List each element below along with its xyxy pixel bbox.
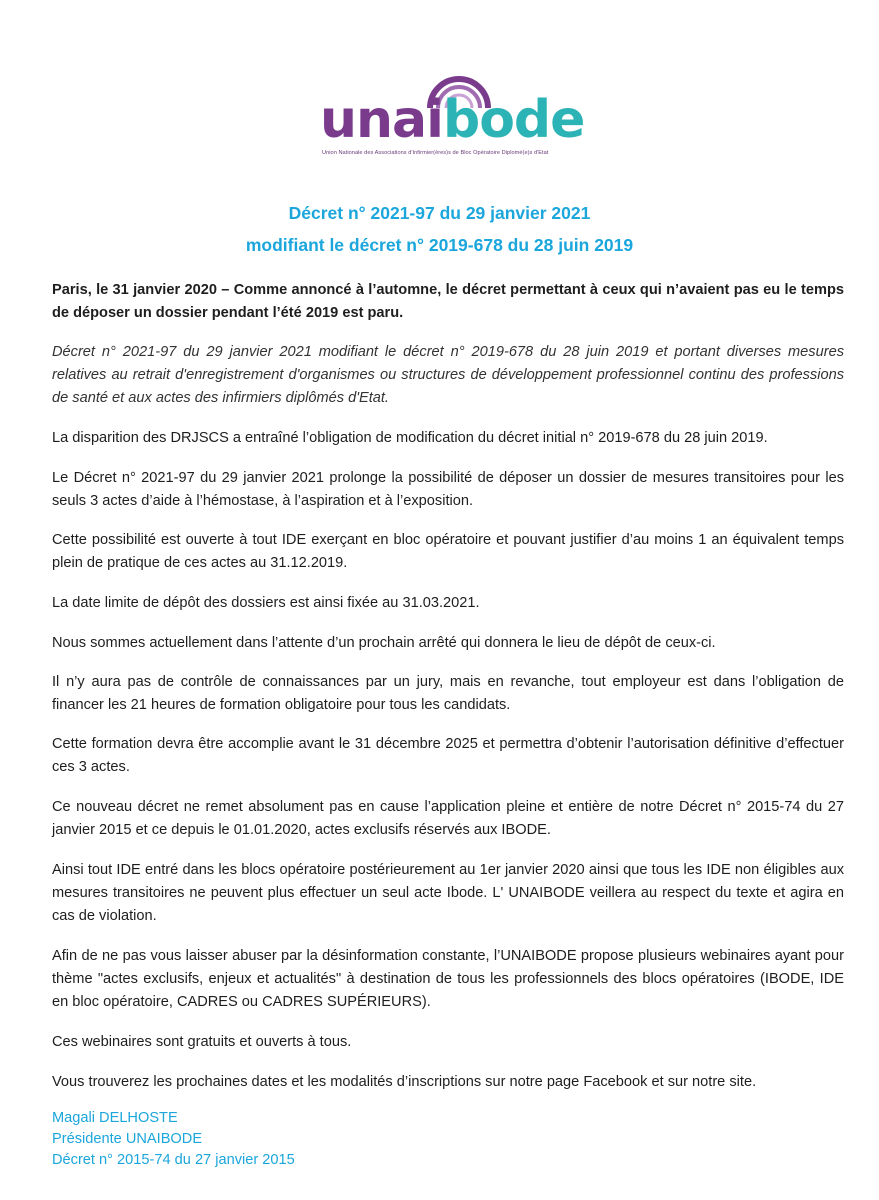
paragraph-free-webinars: Ces webinaires sont gratuits et ouverts à tous. bbox=[52, 1034, 352, 1050]
paragraph-ide-restrictions: Ainsi tout IDE entré dans les blocs opératoire postérieurement au 1er janvier 2020 ainsi que tous les IDE non éligibles aux mesures transitoires ne peuvent plus effectuer un seul acte Ibode. L' UNAIBODE veillera au respect du texte et agira en cas de violation. bbox=[52, 862, 844, 924]
logo-wordmark bbox=[320, 92, 584, 148]
paragraph-webinars: Afin de ne pas vous laisser abuser par la désinformation constante, l’UNAIBODE propose plusieurs webinaires ayant pour thème "actes exclusifs, enjeux et actualités" à destination de tous les professionnels des blocs opératoires (IBODE, IDE en bloc opératoire, CADRES ou CADRES SUPÉRIEURS). bbox=[52, 948, 844, 1010]
paragraph-no-jury: Il n’y aura pas de contrôle de connaissances par un jury, mais en revanche, tout employeur est dans l’obligation de financer les 21 heures de formation obligatoire pour tous les candidats. bbox=[52, 674, 844, 713]
paragraph-drjscs: La disparition des DRJSCS a entraîné l’obligation de modification du décret initial n° 2019-678 du 28 juin 2019. bbox=[52, 430, 768, 446]
paragraph-training: Cette formation devra être accomplie avant le 31 décembre 2025 et permettra d’obtenir l’autorisation définitive d’effectuer ces 3 actes. bbox=[52, 736, 844, 775]
signature-reference: Décret n° 2015-74 du 27 janvier 2015 bbox=[52, 1152, 295, 1168]
logo-wordmark-bode: bode bbox=[442, 90, 585, 150]
signature-role: Présidente UNAIBODE bbox=[52, 1131, 203, 1147]
signature-block bbox=[52, 1108, 295, 1171]
logo-wordmark-una: una bbox=[320, 90, 427, 150]
decree-citation: Décret n° 2021-97 du 29 janvier 2021 modifiant le décret n° 2019-678 du 28 juin 2019 et portant diverses mesures relatives au retrait d'enregistrement d'organismes ou structures de développement professionnel continu des professions de santé et aux actes des infirmiers diplômés d'Etat. bbox=[52, 344, 844, 406]
unaibode-logo bbox=[320, 70, 590, 160]
title-line-1: Décret n° 2021-97 du 29 janvier 2021 bbox=[288, 203, 591, 223]
paragraph-decree-2015: Ce nouveau décret ne remet absolument pas en cause l’application pleine et entière de notre Décret n° 2015-74 du 27 janvier 2015 et ce depuis le 01.01.2020, actes exclusifs réservés aux IBODE. bbox=[52, 799, 844, 838]
paragraph-prolongation: Le Décret n° 2021-97 du 29 janvier 2021 prolonge la possibilité de déposer un dossier de mesures transitoires pour les seuls 3 actes d’aide à l’hémostase, à l’aspiration et à l’exposition. bbox=[52, 470, 844, 509]
paragraph-eligibility: Cette possibilité est ouverte à tout IDE exerçant en bloc opératoire et pouvant justifier d’au moins 1 an équivalent temps plein de pratique de ces actes au 31.12.2019. bbox=[52, 532, 844, 571]
paragraph-pending-arrete: Nous sommes actuellement dans l’attente d’un prochain arrêté qui donnera le lieu de dépôt de ceux-ci. bbox=[52, 635, 716, 651]
intro-paragraph: Paris, le 31 janvier 2020 – Comme annoncé à l’automne, le décret permettant à ceux qui n’avaient pas eu le temps de déposer un dossier pendant l’été 2019 est paru. bbox=[52, 282, 844, 321]
signature-name: Magali DELHOSTE bbox=[52, 1110, 178, 1126]
title-line-2: modifiant le décret n° 2019-678 du 28 juin 2019 bbox=[245, 235, 634, 255]
paragraph-registration: Vous trouverez les prochaines dates et les modalités d’inscriptions sur notre page Facebook et sur notre site. bbox=[52, 1074, 757, 1090]
paragraph-deadline: La date limite de dépôt des dossiers est ainsi fixée au 31.03.2021. bbox=[52, 595, 480, 611]
logo-tagline: Union Nationale des Associations d'Infirmier(ères)s de Bloc Opératoire Diplomé(e)s d'Etat bbox=[322, 150, 549, 156]
logo-wordmark-i: i bbox=[426, 90, 443, 150]
